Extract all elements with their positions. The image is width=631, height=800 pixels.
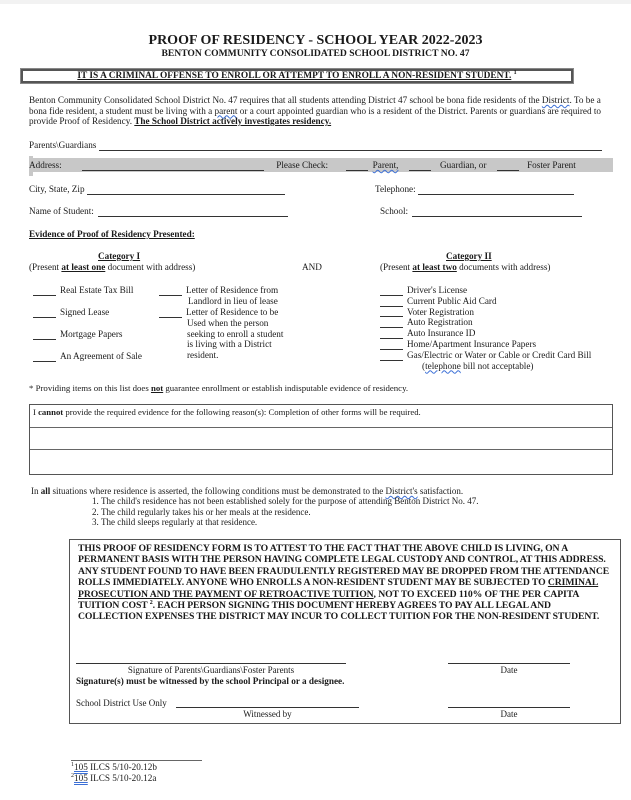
condition-item: 2. The child regularly takes his or her meals at the residence. [101, 507, 479, 517]
conditions-text: In [31, 486, 41, 496]
check-line[interactable] [33, 353, 56, 362]
footnote-link[interactable]: 105 [74, 773, 88, 783]
conditions-section [31, 486, 479, 527]
parents-guardians-row [29, 140, 602, 151]
attestation-text [78, 543, 614, 623]
item-label: Letter of Residence from [186, 285, 279, 295]
evidence-heading: Evidence of Proof of Residency Presented: [29, 229, 195, 239]
cat2-item-utility-bill[interactable] [380, 350, 591, 361]
disclaimer-text: guarantee enrollment or establish indisputable evidence of residency. [163, 383, 409, 393]
student-name-row [29, 206, 288, 217]
spellcheck-word-parent: parent [214, 105, 238, 116]
conditions-text: situations where residence is asserted, the following conditions must be demonstrated to the [50, 486, 386, 496]
reason-prompt [33, 407, 421, 417]
disclaimer-emphasis: not [150, 383, 164, 393]
cat1-item-landlord-letter[interactable] [159, 285, 278, 307]
reason-box [29, 404, 613, 475]
witness-date-label: Date [500, 709, 518, 719]
city-state-zip-field[interactable] [87, 185, 285, 195]
check-line[interactable] [380, 341, 403, 350]
footnote-separator [71, 760, 202, 761]
note-text: ( [422, 360, 426, 371]
criminal-offense-warning [21, 69, 573, 83]
cat1-item-residence-letter[interactable] [159, 307, 283, 361]
cat2-item-drivers-license[interactable] [380, 285, 591, 296]
conditions-intro [31, 486, 479, 496]
witness-date-line[interactable] [448, 707, 570, 708]
parents-guardians-label: Parents\Guardians [29, 140, 97, 150]
document-title: PROOF OF RESIDENCY - SCHOOL YEAR 2022-2023 [148, 33, 483, 48]
check-line[interactable] [33, 309, 56, 318]
parent-date-line[interactable] [448, 663, 570, 664]
telephone-field[interactable] [418, 185, 574, 195]
spellcheck-word-districts: District's [385, 486, 418, 496]
condition-item: 1. The child's residence has not been established solely for the purpose of attending Benton District No. 47. [101, 496, 479, 506]
cat2-utility-note [380, 361, 591, 372]
school-label: School: [380, 206, 409, 216]
check-line[interactable] [380, 308, 403, 317]
telephone-label: Telephone: [375, 184, 416, 194]
intro-text-1: Benton Community Consolidated School District No. 47 requires that all students attending District 47 school be bona fide residents of the [29, 95, 542, 105]
check-line[interactable] [380, 287, 403, 296]
note-text: (Present [380, 262, 413, 272]
parents-guardians-field[interactable] [99, 141, 602, 151]
district-use-label: School District Use Only [76, 698, 167, 708]
foster-parent-option[interactable]: Foster Parent [527, 160, 576, 170]
footnote-link[interactable]: 105 [74, 762, 88, 772]
condition-item: 3. The child sleeps regularly at that residence. [101, 517, 479, 527]
item-label: Gas/Electric or Water or Cable or Credit Card Bill [407, 349, 592, 360]
investigation-notice: The School District actively investigates residency. [134, 116, 332, 126]
cat2-item-voter-registration[interactable] [380, 307, 591, 318]
check-line[interactable] [380, 330, 403, 339]
parent-option[interactable]: Parent, [372, 160, 399, 170]
witness-signature-line[interactable] [176, 707, 359, 708]
check-line[interactable] [380, 298, 403, 307]
witnessed-by-label: Witnessed by [243, 709, 292, 719]
note-emphasis: at least two [412, 262, 457, 272]
disclaimer [29, 383, 408, 394]
item-label-cont: Landlord in lieu of lease [188, 295, 278, 306]
spellcheck-word-district: District [541, 95, 570, 105]
note-text: bill not acceptable) [460, 360, 534, 371]
telephone-row [375, 184, 574, 195]
item-label: An Agreement of Sale [60, 351, 142, 361]
item-label: Mortgage Papers [60, 329, 123, 339]
school-field[interactable] [412, 207, 582, 217]
footnote-ref-1[interactable]: 1 [513, 69, 517, 76]
attestation-part: THIS PROOF OF RESIDENCY FORM IS TO ATTEST TO THE FACT THAT THE ABOVE CHILD IS LIVING, ON A PERMANENT BASIS WITH THE PERSON HAVING COMPLETE LEGAL CUSTODY AND CONTROL, AT THIS ADDRESS. ANY STUDENT FOUND TO HAVE BEEN FRAUDULENTLY REGISTERED MAY BE DROPPED FROM THE ATTENDANCE ROLLS IMMEDIATELY. ANYONE WHO ENROLLS A NON-RESIDENT STUDENT MAY BE SUBJECTED TO [78, 543, 610, 589]
parent-signature-label: Signature of Parents\Guardians\Foster Parents [127, 665, 295, 675]
and-label: AND [302, 262, 322, 272]
conditions-text: satisfaction. [417, 486, 464, 496]
reason-text: provide the required evidence for the following reason(s): Completion of other forms will be required. [63, 407, 421, 417]
note-emphasis: at least one [61, 262, 106, 272]
item-label: Driver's License [407, 285, 468, 295]
cat1-item-mortgage[interactable] [33, 329, 123, 340]
note-text: (Present [29, 262, 62, 272]
check-line[interactable] [159, 309, 182, 318]
reason-line-1[interactable] [30, 427, 612, 428]
reason-emphasis: cannot [38, 407, 64, 417]
cat2-item-auto-insurance[interactable] [380, 328, 591, 339]
parent-date-label: Date [500, 665, 518, 675]
category-2-title: Category II [446, 251, 492, 261]
item-label-cont: Used when the person [187, 317, 269, 328]
cat2-item-auto-registration[interactable] [380, 317, 591, 328]
conditions-emphasis: all [40, 486, 51, 496]
parent-signature-line[interactable] [76, 663, 346, 664]
check-line[interactable] [33, 331, 56, 340]
category-2-note [380, 262, 550, 273]
note-text: document with address) [105, 262, 196, 272]
reason-text: I [33, 407, 39, 417]
intro-text-3: or a court appointed guardian who is a resident of the District. Parents or guardians are required to provide Proof of Residency. [29, 105, 602, 126]
item-label: Real Estate Tax Bill [60, 285, 134, 295]
item-label: Home/Apartment Insurance Papers [407, 338, 537, 349]
guardian-option[interactable]: Guardian, or [440, 160, 487, 170]
attestation-part: , NOT TO EXCEED 110% OF THE PER CAPITA TUITION COST [78, 588, 579, 612]
footnote-text: ILCS 5/10-20.12a [87, 773, 157, 783]
city-state-zip-row [29, 184, 285, 195]
cat2-item-home-insurance[interactable] [380, 339, 591, 350]
district-name: BENTON COMMUNITY CONSOLIDATED SCHOOL DISTRICT NO. 47 [161, 48, 470, 59]
item-label-cont: resident. [187, 350, 219, 361]
check-line[interactable] [380, 319, 403, 328]
item-label-cont: seeking to enroll a student [187, 328, 284, 339]
conditions-list [31, 496, 479, 527]
category-1-note [29, 262, 195, 273]
footnote-ref-2[interactable]: 2 [149, 599, 153, 606]
category-2-list [380, 285, 591, 371]
foster-checkbox-line[interactable] [497, 161, 519, 171]
item-label: Signed Lease [60, 307, 110, 317]
please-check-label: Please Check: [276, 160, 329, 170]
spellcheck-word-telephone: telephone [425, 360, 461, 371]
cat1-item-signed-lease[interactable] [33, 307, 109, 318]
cat1-item-agreement-of-sale[interactable] [33, 351, 142, 362]
reason-line-2[interactable] [30, 449, 612, 450]
address-field[interactable] [82, 161, 264, 171]
student-name-label: Name of Student: [29, 206, 94, 216]
check-line[interactable] [380, 352, 403, 361]
item-label: Auto Insurance ID [407, 328, 476, 339]
category-1-title: Category I [98, 251, 141, 261]
footnote-text: ILCS 5/10-20.12b [87, 762, 157, 772]
school-row [380, 206, 582, 217]
disclaimer-text: * Providing items on this list does [29, 383, 151, 393]
cat1-item-real-estate[interactable] [33, 285, 133, 296]
intro-text-2: . To be a bona fide resident, a student must be living with a [29, 95, 601, 116]
footnote-1 [71, 762, 157, 773]
attestation-penalty: CRIMINAL PROSECUTION AND THE PAYMENT OF RETROACTIVE TUITION [78, 577, 599, 600]
item-label: Voter Registration [407, 306, 474, 317]
page-top-edge [0, 0, 631, 4]
footnote-2 [71, 773, 156, 784]
footnote-mark: 2 [71, 772, 74, 779]
item-label: Letter of Residence to be [186, 307, 279, 317]
warning-text: IT IS A CRIMINAL OFFENSE TO ENROLL OR ATTEMPT TO ENROLL A NON-RESIDENT STUDENT. [77, 71, 512, 81]
address-label: Address: [29, 160, 62, 170]
footnote-mark: 1 [71, 761, 74, 768]
item-label: Current Public Aid Card [407, 295, 497, 306]
item-label-cont: is living with a District [187, 339, 272, 350]
check-line[interactable] [159, 287, 182, 296]
guardian-checkbox-line[interactable] [409, 161, 431, 171]
attestation-part: . EACH PERSON SIGNING THIS DOCUMENT HEREBY AGREES TO PAY ALL LEGAL AND COLLECTION EXPENSES THE DISTRICT MAY INCUR TO COLLECT TUITION FOR THE NON-RESIDENT STUDENT. [78, 600, 600, 623]
item-label: Auto Registration [407, 317, 473, 328]
attestation-box [69, 539, 621, 724]
check-line[interactable] [33, 287, 56, 296]
witness-requirement: Signature(s) must be witnessed by the school Principal or a designee. [76, 676, 345, 686]
intro-paragraph [29, 95, 619, 127]
note-text: documents with address) [456, 262, 551, 272]
city-state-zip-label: City, State, Zip [29, 184, 85, 194]
parent-checkbox-line[interactable] [346, 161, 368, 171]
cat2-item-public-aid[interactable] [380, 296, 591, 307]
address-row [29, 160, 576, 171]
student-name-field[interactable] [98, 207, 288, 217]
